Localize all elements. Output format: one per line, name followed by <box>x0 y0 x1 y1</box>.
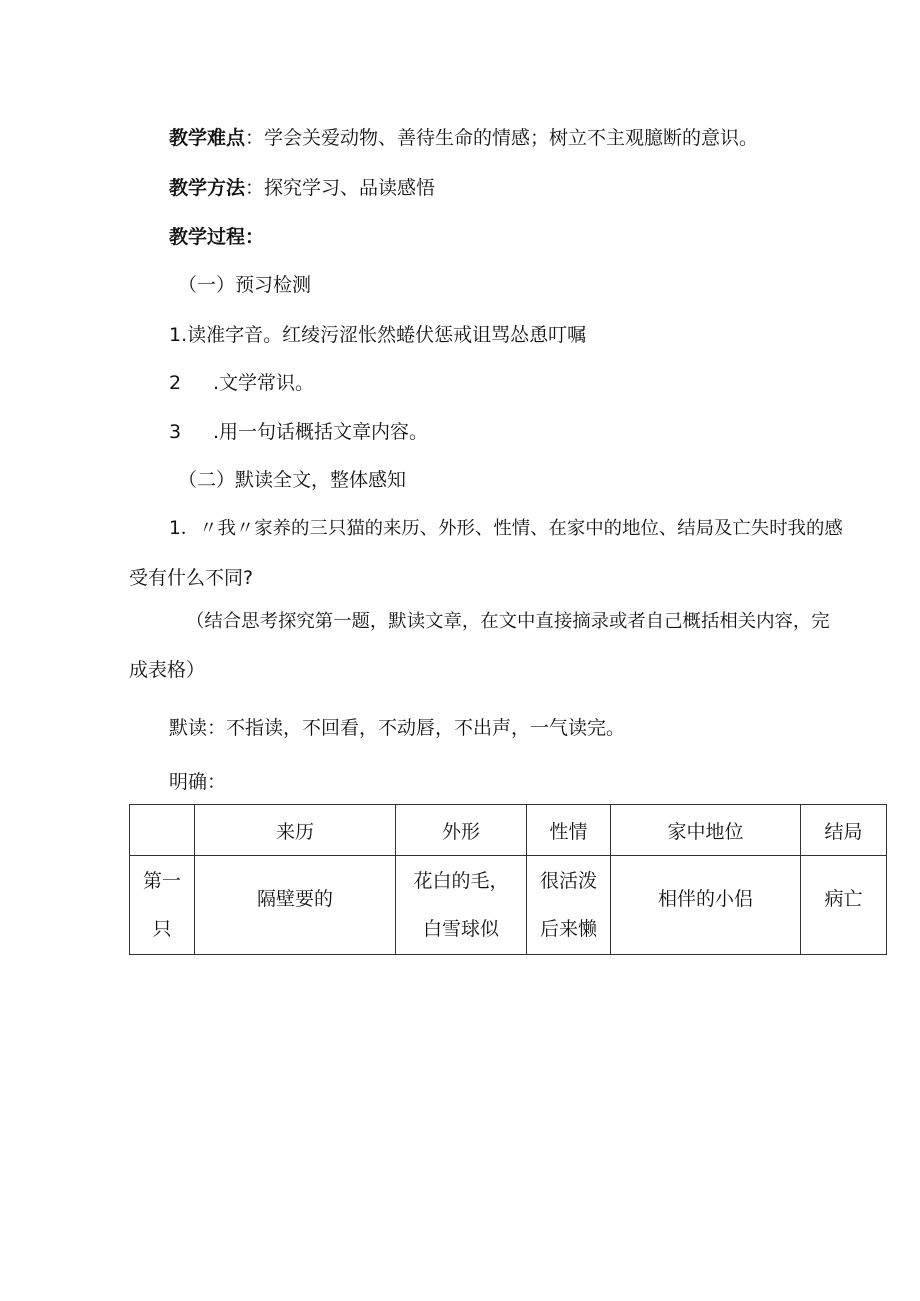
section-preview-heading: （一）预习检测 <box>178 274 312 296</box>
header-cell-origin: 来历 <box>195 805 396 856</box>
header-cell-temper: 性情 <box>527 805 611 856</box>
origin-cell <box>195 856 396 955</box>
preview-item-2 <box>169 370 314 396</box>
table-row <box>130 856 887 955</box>
preview-item-3-number: 3 <box>169 421 182 443</box>
cat-name-cell <box>130 856 195 955</box>
teaching-method <box>169 175 435 201</box>
cat-name-line-1: 第一 <box>142 870 181 892</box>
header-cell-empty <box>130 805 195 856</box>
preview-item-3-text: .用一句话概括文章内容。 <box>213 421 429 443</box>
clarify-label: 明确： <box>169 771 227 793</box>
silent-reading-rule: 默读：不指读，不回看，不动唇，不出声，一气读完。 <box>169 717 626 739</box>
question-line-1: 1．〃我〃家养的三只猫的来历、外形、性情、在家中的地位、结局及亡失时我的感 <box>169 518 843 539</box>
temper-line-1: 很活泼 <box>539 870 597 892</box>
temper-line-2: 后来懒 <box>539 918 597 940</box>
look-line-2: 白雪球似 <box>422 918 499 940</box>
section-reading-heading: （二）默读全文，整体感知 <box>178 469 407 491</box>
preview-item-1-number: 1 <box>169 324 182 346</box>
cat-name-line-2: 只 <box>152 918 172 940</box>
teaching-method-label: 教学方法 <box>169 177 246 199</box>
table-header-row <box>130 805 887 856</box>
preview-item-1 <box>169 322 586 348</box>
header-cell-look: 外形 <box>396 805 527 856</box>
teaching-difficulty <box>169 125 758 151</box>
hint-line-2: 成表格） <box>129 659 206 681</box>
look-line-1: 花白的毛， <box>413 870 509 892</box>
header-cell-ending: 结局 <box>801 805 887 856</box>
look-cell <box>396 856 527 955</box>
ending-cell <box>801 856 887 955</box>
status-text: 相伴的小侣 <box>657 887 753 910</box>
question-line-2: 受有什么不同? <box>129 567 254 589</box>
teaching-process-heading: 教学过程： <box>169 226 265 248</box>
header-cell-status: 家中地位 <box>611 805 801 856</box>
origin-text: 隔壁要的 <box>256 887 333 910</box>
teaching-difficulty-label: 教学难点 <box>169 127 246 149</box>
preview-item-2-number: 2 <box>169 372 182 394</box>
temper-cell <box>527 856 611 955</box>
preview-item-3 <box>169 419 428 445</box>
preview-item-2-text: .文学常识。 <box>213 372 315 394</box>
preview-item-1-text: .读准字音。红绫污涩怅然蜷伏惩戒诅骂怂恿叮嘱 <box>181 324 587 346</box>
cats-comparison-table <box>129 804 887 955</box>
status-cell <box>611 856 801 955</box>
teaching-method-text: ：探究学习、品读感悟 <box>245 177 436 199</box>
hint-line-1: （结合思考探究第一题，默读文章，在文中直接摘录或者自己概括相关内容，完 <box>186 611 830 632</box>
teaching-difficulty-text: ：学会关爱动物、善待生命的情感；树立不主观臆断的意识。 <box>245 127 759 149</box>
ending-text: 病亡 <box>824 887 863 910</box>
